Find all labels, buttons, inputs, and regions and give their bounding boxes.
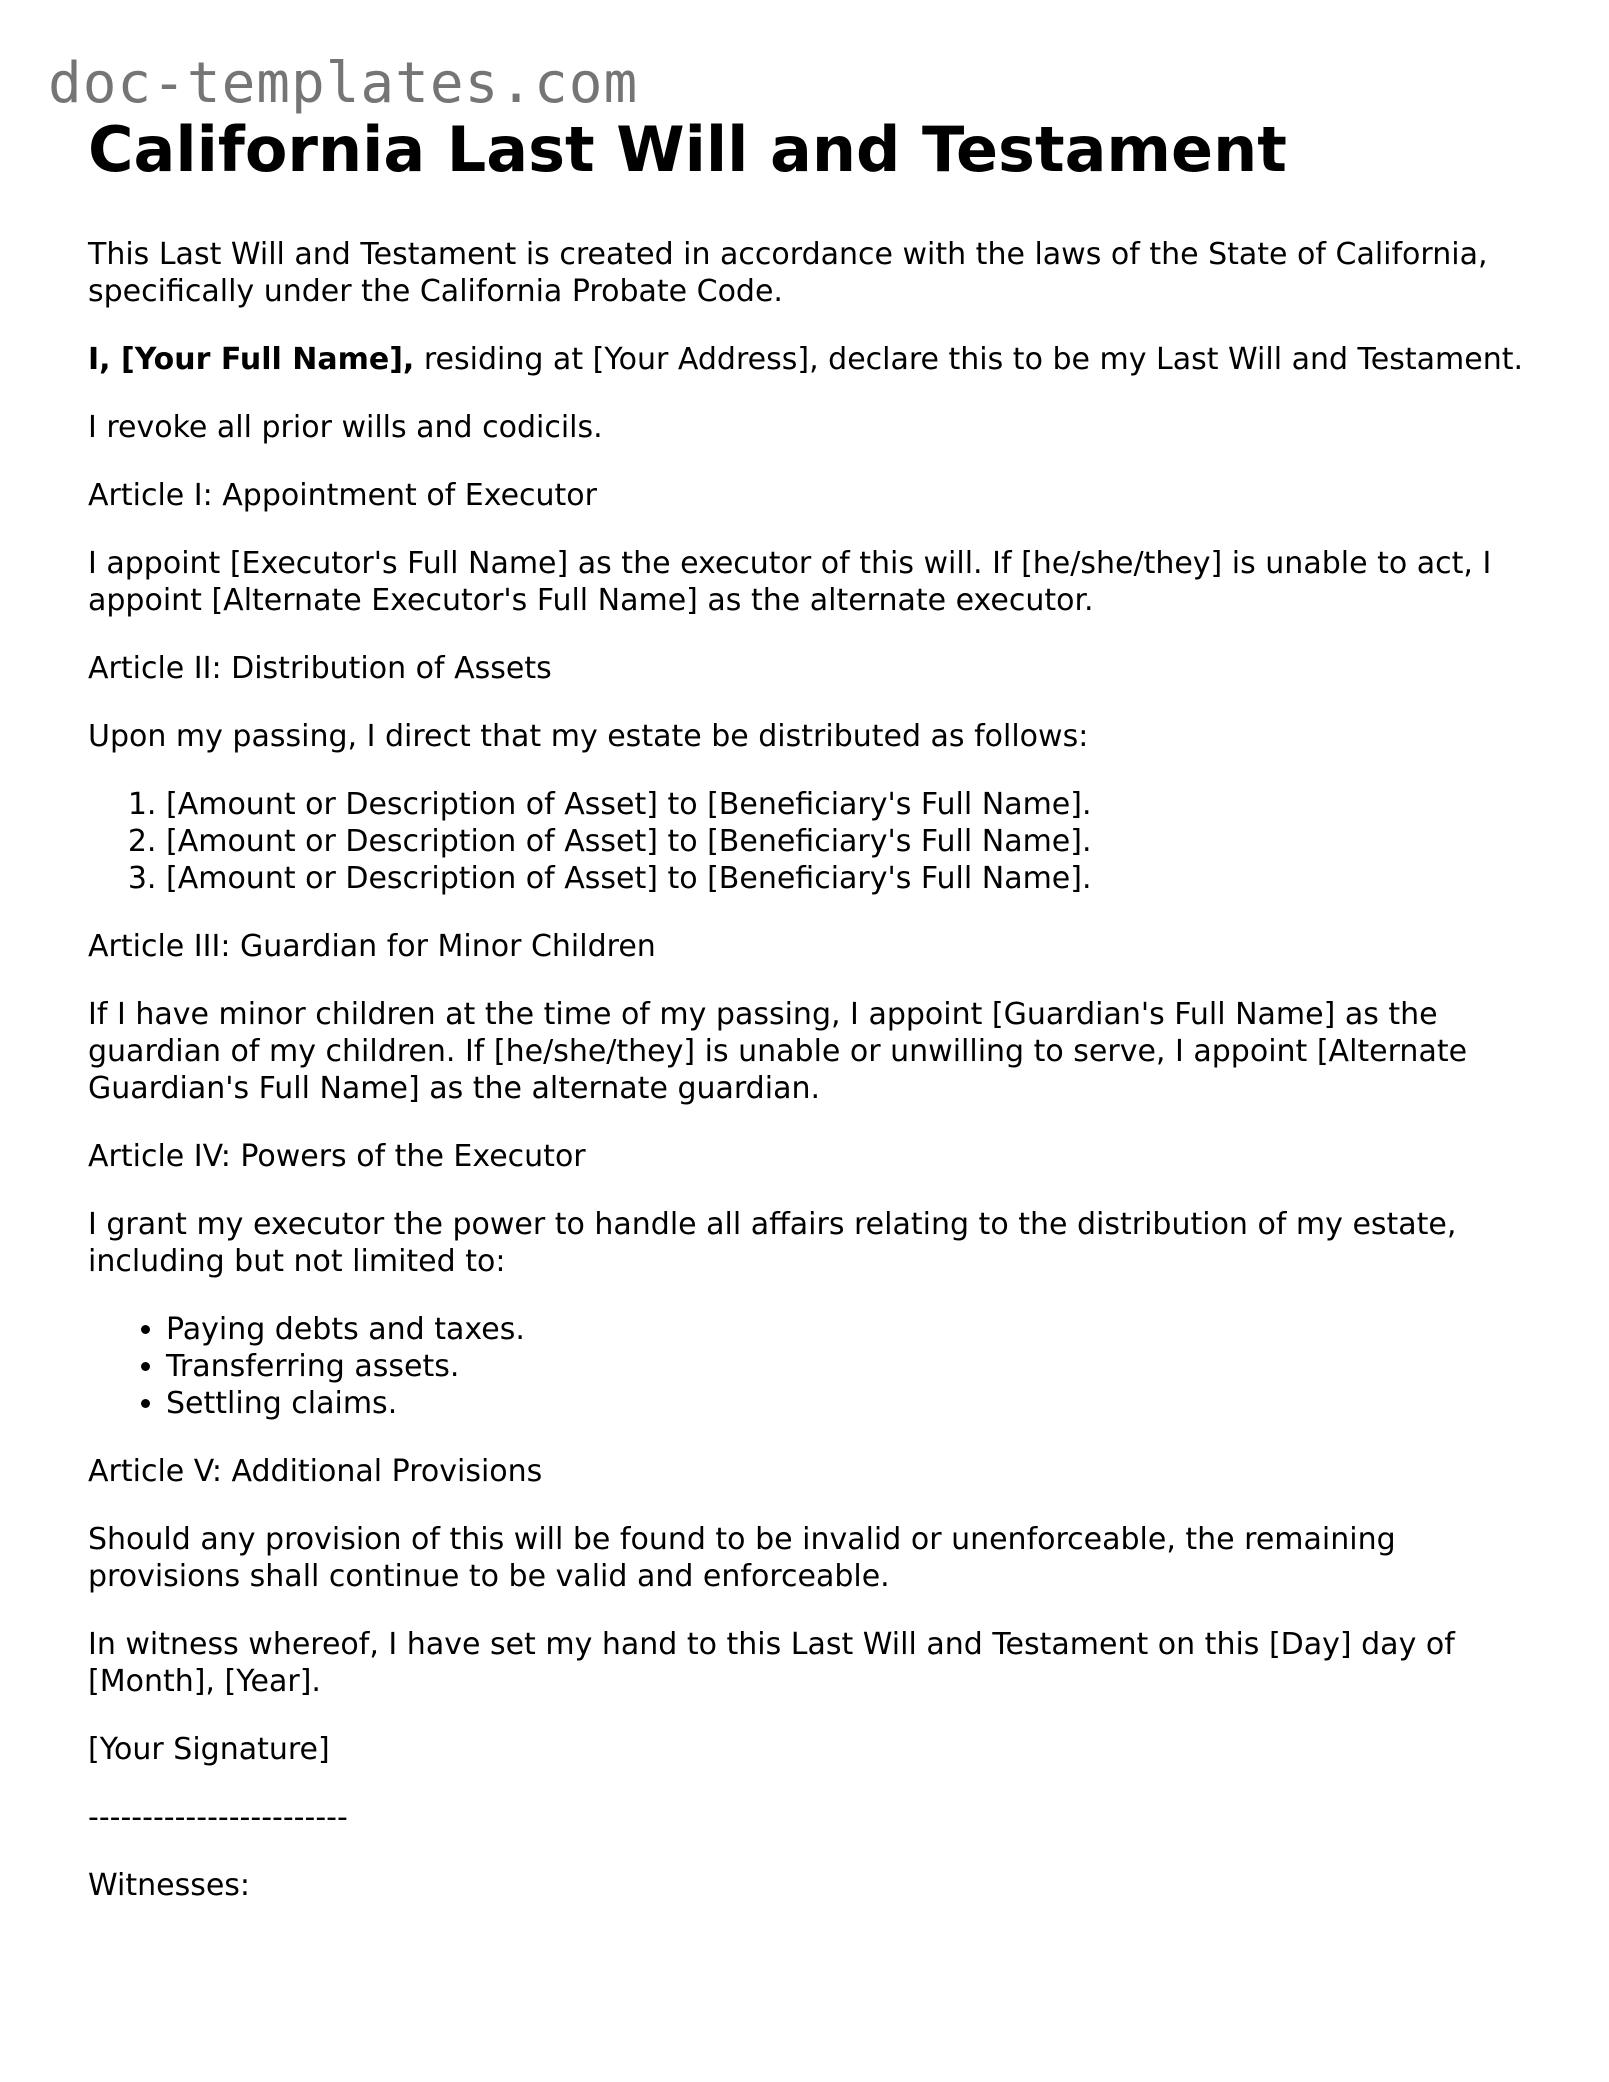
revocation-paragraph: I revoke all prior wills and codicils.	[88, 410, 603, 445]
declaration-name: I, [Your Full Name],	[88, 342, 415, 377]
declaration-paragraph	[88, 341, 1538, 378]
asset-distribution-list	[88, 786, 1538, 897]
witness-clause: In witness whereof, I have set my hand to this Last Will and Testament on this [Day] day of [Month], [Year].	[88, 1627, 1455, 1699]
witnesses-label: Witnesses:	[88, 1868, 251, 1903]
article-5-heading: Article V: Additional Provisions	[88, 1454, 543, 1489]
list-item: 2. [Amount or Description of Asset] to [Beneficiary's Full Name].	[166, 823, 1538, 860]
list-item: 1. [Amount or Description of Asset] to [Beneficiary's Full Name].	[166, 786, 1538, 823]
article-3-body: If I have minor children at the time of my passing, I appoint [Guardian's Full Name] as the guardian of my children. If [he/she/they] is unable or unwilling to serve, I appoint [Alternate Guardian's Full Name] as the alternate guardian.	[88, 997, 1468, 1106]
executor-powers-list	[88, 1311, 1538, 1422]
list-item: 3. [Amount or Description of Asset] to [Beneficiary's Full Name].	[166, 860, 1538, 897]
article-2-heading: Article II: Distribution of Assets	[88, 651, 552, 686]
article-4-heading: Article IV: Powers of the Executor	[88, 1139, 586, 1174]
article-1-heading: Article I: Appointment of Executor	[88, 478, 597, 513]
article-3-heading: Article III: Guardian for Minor Children	[88, 929, 656, 964]
watermark-logo: doc-templates.com	[48, 51, 639, 116]
article-2-body: Upon my passing, I direct that my estate be distributed as follows:	[88, 719, 1089, 754]
document-title: California Last Will and Testament	[88, 113, 1287, 186]
article-5-body: Should any provision of this will be found to be invalid or unenforceable, the remaining provisions shall continue to be valid and enforceable.	[88, 1522, 1396, 1594]
article-4-body: I grant my executor the power to handle all affairs relating to the distribution of my estate, including but not limited to:	[88, 1207, 1457, 1279]
signature-placeholder: [Your Signature]	[88, 1732, 330, 1767]
signature-line: ------------------------	[88, 1800, 348, 1835]
document-page	[88, 108, 1538, 1935]
list-item: • Transferring assets.	[166, 1348, 1538, 1385]
intro-paragraph: This Last Will and Testament is created in accordance with the laws of the State of California, specifically under the California Probate Code.	[88, 237, 1488, 309]
list-item: • Paying debts and taxes.	[166, 1311, 1538, 1348]
declaration-text: residing at [Your Address], declare this to be my Last Will and Testament.	[414, 342, 1524, 377]
list-item: • Settling claims.	[166, 1385, 1538, 1422]
article-1-body: I appoint [Executor's Full Name] as the executor of this will. If [he/she/they] is unable to act, I appoint [Alternate Executor's Full Name] as the alternate executor.	[88, 546, 1492, 618]
